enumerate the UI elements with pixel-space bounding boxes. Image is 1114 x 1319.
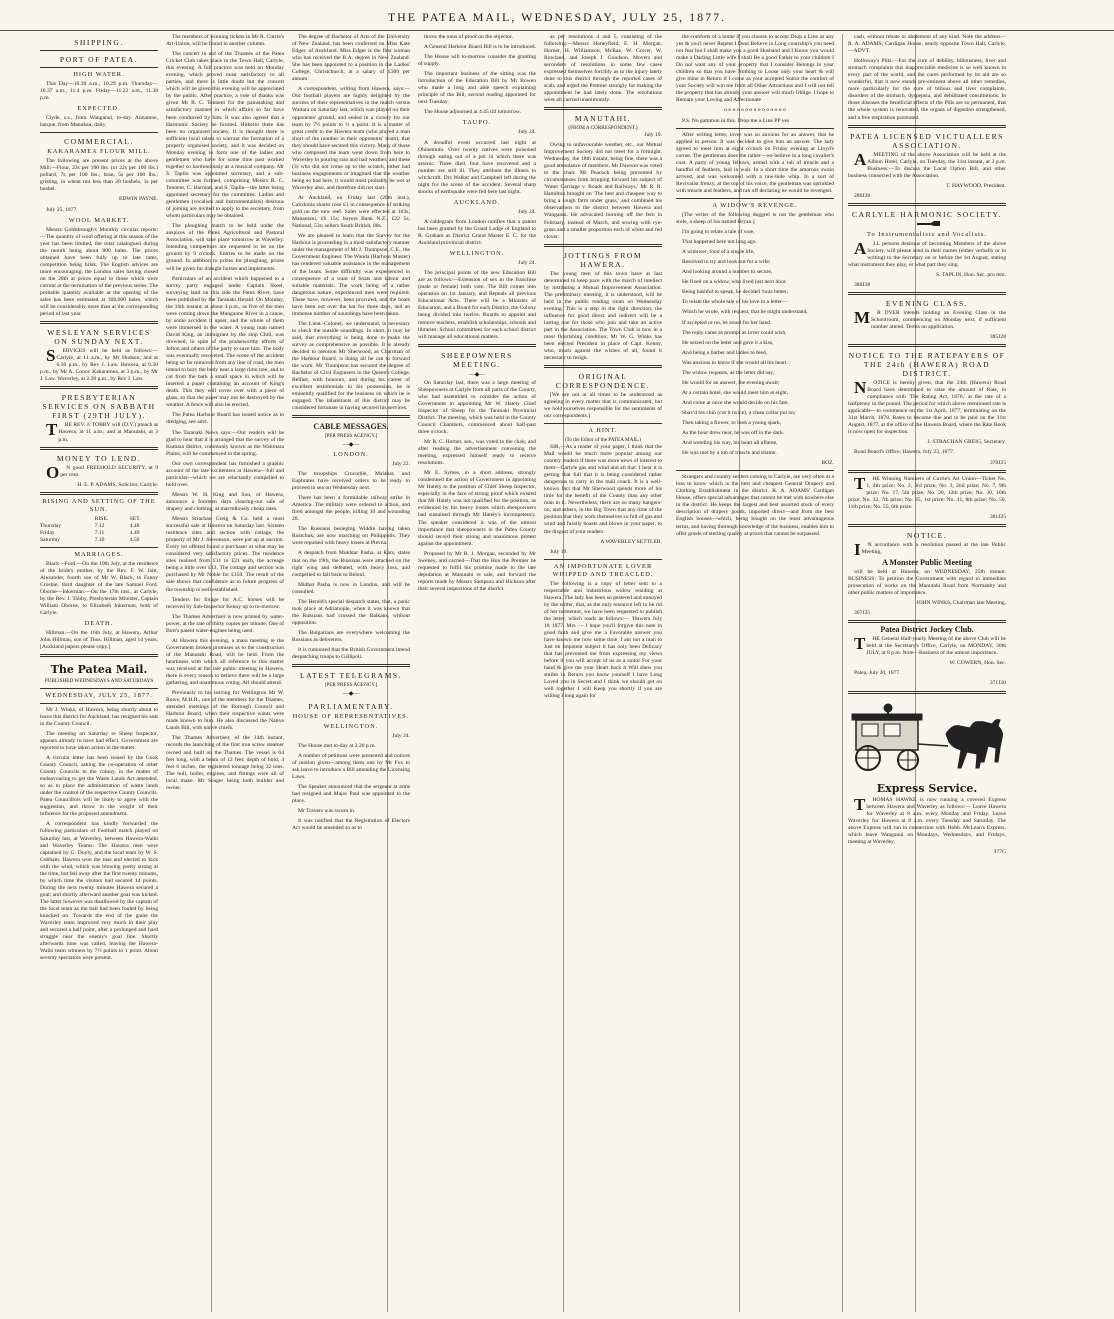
news-paragraph: At Auckland, on Friday last (20th inst.), Calcdonia shares rose £1 in consequence of striking gold on the new reef. Sales were effected at 103s; Manantani, £6 15s; buyers Bank N.Z., £22 5s; National, 53s; sellers South British, 80s. [292, 195, 410, 230]
revenge-verse: And wending his way, his heart all aflame, [682, 440, 778, 447]
divider [848, 620, 1006, 623]
notice-ref: 367J25 [854, 610, 871, 617]
adams-advert-ending: cash, without rebate or abatement of any kind. Note the address—R. A. ADAMS; Cardigan House, nearly opposite Town Hall, Carlyle.—ADVT. [848, 34, 1006, 55]
evening-class-heading: EVENING CLASS. [885, 298, 969, 308]
ratepayers-heading: NOTICE TO THE RATEPAYERS OF THE 24th (HAWERA) ROAD DISTRICT. [848, 351, 1006, 379]
revenge-verse: Being bashful to speak, he decided 'twas better, [682, 289, 788, 296]
manutahi-report: Owing to unfavourable weather, etc., our Mutual Improvement Society did not meet for a fortnight. Wednesday, the 18th instant, being fine, there was a good attendance of members. Mr Dawson was voted to the chair. Mr Peacock being prevented by circumstances from bringing forward his subject of 'Water Carriage v. Roads and Railways,' Mr R. R. Hamilton brought on 'The best and cheapest way to bring a rough farm under grass,' and combined his observations to the district between Hawera and Wanganui. He advocated burning off the fern in February, instead of March, and sowing with rye-grass and a smaller proportion each of white and red clover. [544, 142, 662, 240]
flour-mill-date: July 25, 1877. [46, 206, 78, 213]
port-heading: PORT OF PATEA. [59, 55, 139, 64]
news-paragraph: At Hawera this evening, a mass meeting re the Government broken promises as to the construction of the Manutahi Road, will be held. From the heartiness with which all reference to this matter was received at the late public meeting in Hawera, there is every reason to believe there will be a large gathering, and unanimous voting. All should attend. [166, 637, 284, 687]
column-2 [166, 34, 284, 1312]
evening-class-ref: 385J28 [989, 334, 1006, 341]
cable-paragraph: The Russians besieging Widdin having taken Rustchuk, are now marching on Philippolis. They were repulsed with heavy losses at Plevna. [292, 526, 410, 547]
revenge-verse: Then taking a flower, to look a young spark, [682, 419, 782, 426]
divider [848, 125, 1006, 128]
auckland-heading: AUCKLAND. [453, 198, 501, 206]
column-1 [40, 34, 158, 1312]
jockey-club-notice: THE General Half-yearly Meeting of the above Club will be held at the Secretary's Office, Carlyle, on MONDAY, 30th JULY, at 8 p.m. Note—Business of the utmost importance. [854, 634, 1006, 657]
divider [848, 470, 1006, 473]
revenge-verse: If accepted or no, he stood for her hand. [682, 319, 772, 326]
divider [848, 203, 1006, 206]
house-paragraph: The House met to-day at 2.30 p.m. [298, 742, 376, 749]
editorial-paragraph: The meeting on Saturday re Sheep Inspector, appears already to have had effect. Government are reported to have taken action in the matter. [40, 730, 158, 751]
revenge-verse: He fixed on a widow, who lived just next door. [682, 279, 787, 286]
house-paragraph: The Speaker announced that the sergeant at arms had resigned and Major Paul was appointed to the place. [292, 783, 410, 804]
news-paragraph: Our own correspondent has furnished a graphic account of the late excitement at Hawera—full and particular—which we are reluctantly compelled to hold over. [166, 460, 284, 488]
divider [544, 423, 662, 424]
victuallers-signature: T. HAYWOOD, President. [946, 182, 1006, 189]
revenge-verse: He seized on the letter and gave it a kiss, [682, 339, 774, 346]
sun-col-header [40, 516, 95, 523]
published-line: PUBLISHED WEDNESDAYS AND SATURDAYS [44, 678, 154, 685]
wesleyan-services: SERVICES will be held as follows:—Carlyle, at 11 a.m., by Mr Hudson; and at 6.30 p.m., by Rev J. Law. Hawera, at 6.30 p.m., by Mr A. Conor. Kakaramea, at 3 p.m., by Mr J. Law. Waverley, at 2.30 p.m., by Rev J. Law. [40, 346, 158, 383]
editorial-paragraph: A circular letter has been issued by the Cook County Council, asking the co-operation of other County Councils in the colony, in the matter of endeavouring to get the Waste Lands Act amended, so as to place the administration of waste lands under the control of the respective County Councils. Patea Councillors will be likely to agree with the suggestion, and throw in the weight of their influence for the proposed amendment. [40, 754, 158, 818]
death-heading: DEATH. [84, 620, 114, 628]
sun-table-row [40, 537, 158, 544]
express-service-heading: Express Service. [876, 781, 978, 795]
news-paragraph: Messrs Strachan Greig & Co. held a most successful sale at Hawera on Saturday last. Sixteen residence sites and section with cottage, the property of Mr J. Stevenson, were put up at auction. Every lot offered found a purchaser at what may be considered very satisfactory prices. The residence sites realised from £11 to £21 each, the acreage being a little over £13. The cottage and section was purchased by Mr Noble for £150. The result of the sale shows that confidence as to future progress of the township is well established. [166, 516, 284, 593]
news-paragraph: Tenders for forage for A.C. horses will be received by Sub-Inspector Kenny up to to-morrow. [166, 596, 284, 610]
house-paragraph: The House adjourned at 4.45 till tomorrow. [424, 109, 521, 116]
sun-col-header: RISE. [94, 515, 109, 522]
column-6 [676, 34, 834, 1312]
cable-messages-heading: CABLE MESSAGES. [313, 422, 389, 432]
news-paragraph: Particulars of an accident which happened to a survey party engaged under Captain Skeet, surveying land on this side the Patea River, have been published by the Taranaki Herald. On Monday, the 16th instant, at about 4 p.m., as five of the men were coming down the Mangaone River in a canoe, by some accident it upset, and the whole of them were immersed in the water. A young man named David King, an immigrant by the ship Chili, was drowned, in spite of the praiseworthy efforts of Jefton and others of the party to save him. The body was eventually recovered. The scene of the accident being so far removed from any line of road, the men intend to bury the body near a large rimu tree, and to cut from the bark a small space in which will be inserted a paper containing an account of King's death. This they will cover over with a piece of glass, so that the paper may not be destroyed by the weather. A fence will also be erected. [166, 275, 284, 409]
express-service-notice: THOMAS HAWKE is now running a covered Express between Hawera and Waverley as follows:— Leave Hawera for Waverley at 8 a.m. every Monday and Friday. Leave Waverley for Hawera at 8 a.m. every Tuesday and Saturday. The above Express will run in connection with Hobb. McLean's Express, which leave Wanganui on Mondays, Wednesdays, and Fridays, meeting at Waverley. [848, 794, 1006, 845]
ornament-divider: —◆— [342, 690, 360, 697]
harmonic-subheading: To Instrumentalists and Vocalists. [867, 230, 987, 238]
death-notice: Hillman.—On the 16th July, at Hawera, Arthur John Hillman, son of Thos. Hillman, aged 14 years. [Auckland papers please copy.] [40, 630, 158, 651]
cable-paragraph: The Herald's special despatch states, that, a panic took place at Adrianople, when it was known that the Russians had crossed the Balkans, without opposition. [292, 598, 410, 626]
divider [676, 198, 834, 199]
shipping-heading: SHIPPING. [74, 38, 124, 47]
divider [292, 664, 410, 667]
divider [40, 703, 158, 704]
hint-signature: A WAVERLEY SETTLER. [600, 538, 662, 545]
notice-heading: NOTICE. [906, 530, 948, 540]
news-paragraph: The Taranaki News says:—Our readers will be glad to hear that it is arranged that the survey of the Kumara district, commonly known as the Waitotara Plains, will be commenced in the spring. [166, 429, 284, 457]
sun-rise: 7.11 [94, 529, 105, 536]
divider [676, 470, 834, 471]
jockey-club-ref: 371J30 [989, 680, 1006, 687]
sun-rise: 7.10 [94, 536, 105, 543]
masthead-title: THE PATEA MAIL, WEDNESDAY, JULY 25, 1877. [387, 10, 727, 24]
monster-meeting-title: A Monster Public Meeting [882, 557, 972, 567]
divider [40, 321, 158, 324]
sun-rise: 7.12 [94, 522, 105, 529]
notice-details: will be held at Hawera, on WEDNESDAY, 25th instant. BUSINESS: To petition the Government with regard to immediate prosecution of works on the Manutahi Road from Normanby and other public matters of importance. [848, 568, 1006, 597]
taupo-heading: TAUPO. [462, 119, 492, 127]
high-water-heading: HIGH WATER. [73, 71, 125, 78]
sun-set: 4.50 [129, 536, 140, 543]
house-paragraph: The House will to-morrow consider the granting of supply. [418, 54, 536, 68]
london-date: July 22. [392, 460, 410, 467]
letter-circles: o o o o o o o o o o o o o o o [724, 107, 786, 114]
harmonic-heading [848, 210, 1006, 229]
jockey-club-signature: W. COWERN, Hon. Sec. [949, 660, 1006, 667]
art-union-numbers: THE Winning Numbers of Currie's Art Union—Ticket No. 1, 4th prize; No. 2, 3rd prize; No. 3, 2nd prize; No. 7, 9th prize; No. 17, 5th prize; No. 20, 12th prize; No. 30, 10th prize; No. 32, 7th prize; No. 35, 1st prize; No. 41, 8th prize; No. 50, 11th prize; No. 55, 6th prize. [848, 473, 1006, 510]
ratepayers-signature: J. STRACHAN GREIG, Secretary. [927, 439, 1006, 446]
lover-heading: AN IMPORTUNATE LOVER WHIPPED AND TREACLED. [552, 562, 654, 578]
news-paragraph: The concert in aid of the Trustees of the Patea Cricket Club takes place in the Town Hall, Carlyle, this evening. A full practice was held on Monday evening, which proved most satisfactory to all parties, and there is little doubt but the concert which will be given this evening will be appreciated by the public. After practice, a vote of thanks was given Mr R. C. Tennent for the painstaking and satisfactory manner in which affairs so far have been conducted by him. It was also agreed that a Harmonic Society be formed. Hitherto there has been no organised society. It is thought there is sufficient local talent to warrant the formation of a properly organised society, and it was decided on Monday evening to form one of the ladies and gentlemen who have for some time past worked together so harmoniously as a musical company. Mr S. Taplin was appointed secretary, and a sub-committee was formed, comprising Messrs R. C. Tennent, C. Harman, and S. Taplin—the latter being appointed secretary for the committee. Ladies and gentlemen (vocalists and instrumentalists) desirous of joining are invited to apply to the secretary, from whom particulars may be obtained. [166, 51, 284, 220]
holloway-advert: Holloway's Pills.—For the cure of debility, biliousness, liver and stomach complaints this inappreciable medicine is so well known in every part of the world, and the cures performed by its aid are so wonderful, that it now stands pre-eminent above all other remedies, more particularly for the cure of bilious and liver complaints, disorders of the stomach, dyspepsia, and debilitated constitutions. In those diseases the beneficial effects of the Pills are so permanent, that the whole system is renovated, the organs of digestion strengthened, and a free respiration promoted. [848, 58, 1006, 121]
express-service-ref: 377G [993, 848, 1006, 855]
divider [848, 292, 1006, 295]
column-7 [848, 34, 1006, 1312]
house-paragraph: Mr Travers was sworn in. [298, 808, 356, 815]
presbyterian-services: THE REV. J. TOBBY will (D.V.) preach at Hawera, at 11 a.m.; and at Manutahi, at 3 p.m. [46, 420, 158, 443]
divider [40, 654, 158, 657]
sun-table [40, 516, 158, 544]
harmonic-notice: ALL persons desirous of becoming Members of the above Society, will please send in their names (either verbally or in writing) to the Secretary on or before the 1st August, stating what instrument they play, or what part they sing. [848, 238, 1006, 268]
news-paragraph: The Lieut.-Colonel, we understand, is necessary to check the outside soundings. In short, it may be said, that everything is being done to make the survey as comprehensive as possible. It is already decided to mention Mr Sherwood, as Chairman of the Harbour Board, is doing all he can to forward the work. Mr Thompson has secured the degree of Bachelor of Civil Engineers in the Queen's College, Belfast, with honours, and during his career of excellent testimonials in his possession, he is eminently qualified for the business on which he is engaged. The inhabitants of this district may be considered fortunate in having secured his services. [292, 320, 410, 412]
sun-table-row [40, 523, 158, 530]
high-water-times: This Day—10.30 a.m., 10.29 p.m. Thursday—10.37 a.m., 11.4 p.m. Friday—11.22 a.m., 11.38 p.m. [40, 81, 158, 102]
lover-letter-continued: the comforts of a home if you choose to accept Drop a Line as any yes & you'l never Repent I Dont Believe in Long courtship's you need not fear but I shall make you a good Husband and I Know you would make a Darling Little wife I shall Be a good Father to your children I Do not want any of your property that I consider Belongs to your children so that you have Nothing to Loose only your heart & will give mine in Return if I come as your accepted Suitor the comfort of your Society will win me from all Other Attractions and I will not tell the property that has already your answer will much Oblige. I hope to Remain your Loving and Affectionate [676, 34, 834, 104]
house-paragraph: A number of petitions were presented and notices of motion given—among them one by Mr Fox to ask leave to introduce a Bill amending the Licensing Laws. [292, 752, 410, 780]
revenge-verse: That happened here not long ago. [682, 239, 757, 246]
paper-title: The Patea Mail. [50, 663, 148, 677]
revenge-verse: Which he wrote, with request, that he might understand, [682, 309, 808, 316]
taupo-date: July 24. [518, 129, 536, 136]
harmonic-signature: S. TAPLIN, Hon. Sec. pro tem. [936, 271, 1006, 278]
jockey-club-date: Patea, July 20, 1877. [854, 670, 901, 677]
news-paragraph: The ploughing match to be held under the auspices of the Patea Agricultural and Pastoral Association, will take place tomorrow at Waverley. Intending competitors are requested to be on the ground by 9 o'clock. Entries to be made on the ground. In addition to prizes for ploughing, prizes will be given for draught horses and implements. [166, 223, 284, 272]
cable-paragraph: A despatch from Mukhtar Pasha, at Kars, states that on the 19th, the Russians were attacked on the right wing and defeated, with heavy loss, and compelled to fall back to Beloul. [292, 550, 410, 578]
wellington-date: July 24. [518, 260, 536, 267]
pointing-hand-icon [916, 220, 942, 229]
cable-paragraph: There has been a formidable railway strike in America. The military were ordered to action, and fired amongst the people, killing 10 and wounding 20. [292, 495, 410, 523]
column-5 [544, 34, 662, 1312]
money-to-lend-text: ON good FREEHOLD SECURITY, at 9 per cent. [46, 462, 158, 482]
news-paragraph: We are pleased to learn that the Survey for the Harbour is proceeding in a most satisfactory manner under the management of Mr J. Thompson, C.E., the Government Engineer. The Wanda (Harbour Master) has rendered valuable assistance in the management of the boats. Some difficulty was experienced in consequence of a want of boats and labour and suitable materials. The work being of a rather dangerous nature, experienced men were required. These have, however, been procured, and the boats have been out over the bar for three days, and an immense number of soundings have been taken. [292, 233, 410, 317]
revenge-verse: At a certain hotel, she would meet him at eight, [682, 389, 789, 396]
house-paragraph: It was notified that the Registration of Electors Act would be amended so as to [292, 818, 410, 832]
house-heading: HOUSE OF REPRESENTATIVES. [292, 712, 410, 720]
column-4 [418, 34, 536, 1312]
manutahi-heading: MANUTAHI. [574, 114, 632, 124]
sheepowners-heading: SHEEPOWNERS MEETING. [441, 350, 513, 369]
wool-market-report: Messrs Goldsbrough's Monthly circular reports:—The quantity of wool offering at this season of the year has been limited, the total catalogued during the month being about 800 bales. The prices obtained have been fully up to late rates, competition being brisk. The English advices are more encouraging; the London sales having closed on the 28th at prices equal to those which were current at the termination of the previous series. The probable quantity available at the opening of the sales has been estimated at 300,000 bales, which will be considerably more than at the corresponding period of last year. [40, 226, 158, 318]
lover-letter: The following is a copy of letter sent to a respectable and industrious widow residing at Hawera. The lady has been so pestered and annoyed by the writer, that, as the only resource left to be rid of her tormentor, we have been requested to publish the letter, which reads as follows:— 'Hawera July 18 1877. Mrs — I hope you'll forgive this note in good faith and give me a Favorable answer you have known me now some time. I am not a man to Just on Impotent subject it has only been Delicacy that has prevented me from expressing my views before if you will accept of us as a suitor For your hand & give me your Heart back it Will shew you smiles in Return you know yourself I have Long Loved you in Secret and I think we should get on well together I will Keep you shortly if you are willing I long again for [544, 580, 662, 700]
jockey-club-heading: Patea District Jockey Club. [880, 625, 974, 635]
divider [848, 524, 1006, 527]
ratepayers-ref: 378J25 [989, 459, 1006, 466]
hint-date: July 19. [550, 548, 568, 555]
marriages-heading: MARRIAGES. [74, 550, 124, 558]
latest-telegrams-source: [PER PRESS AGENCY.] [324, 682, 378, 689]
revenge-verse: And looking around a number to secure, [682, 269, 773, 276]
presbyterian-heading: PRESBYTERIAN SERVICES ON SABBATH FIRST (29TH JULY). [42, 393, 156, 421]
ratepayers-notice: NOTICE is hereby given, that the 24th (Hawera) Road Board have determined to raise the amount of Rate, in compliance with 'The Rating Act, 1876,' at the rate of a halfpenny in the pound. The period for which above mentioned rate is applicable—to commence on the 1st April, 1877, terminating on the 31st March, 1878. Rates to become due and to be paid on the 31st August, 1877, at the office of the Hawera Board, where the Rate Book is now open for inspection. [848, 378, 1006, 436]
flour-mill-signature: EDWIN PAYNE. [118, 196, 158, 203]
column-rule [842, 34, 843, 1312]
sun-table-row [40, 530, 158, 537]
cable-paragraph: The troopships Crocodile, Malabar, and Euphrates have received orders to be ready to proceed to sea on Wednesday next. [292, 470, 410, 492]
cable-paragraph: The Bulgarians are everywhere welcoming the Russians as deliverers. [292, 629, 410, 643]
widow-prose: After writing letter, lover was so anxious for an answer, that he applied in person. It was decided to give him an answer. The lady agreed to meet him at eight o'clock on Friday evening at Lloyd's corner. The gentleman does the rather—we believe in a long cavalier's coat. A party of young fellows, armed with a tub of treacle and a handful of feathers, laid in wait. In a short time the amorous swain arrived, and was welcomed with a raw-hide whip. In a sort of Revivalist frenzy, at the top of his voice, the gentleman was sprinkled with treacle and feathers, and ran off declaring he would be revenged. [676, 131, 834, 194]
flour-mill-prices: The following are present prices at the above Mill:—Flour, 23s per 100 lbs. (or 22s per 100 lbs.) pollard, 7s per 100 lbs.; bran, 5s per 100 lbs.; gristing, in wheat not less than 20 bushels, 1s per bushel. [40, 158, 158, 193]
marriages-notice: Black—Ford.—On the 19th July, at the residence of the bride's mother, by the Rev. F. W. Isitt, Alexander, fourth son of Mr W. Black, to Fanny Crosbie, third daughter of the late Samuel Ford. Oborne—Inkerman.—On the 17th inst., at Carlyle, by the Rev. J. Tobby, Presbyterian Minister, Captain William Oborne, to Elizabeth Inkerman, both of Carlyle. [40, 560, 158, 617]
sheepowners-paragraph: On Saturday last, there was a large meeting of Sheepowners at Carlyle from all parts of the County, who had assembled to consider the action of Government in appointing Mr W. Hately Chief Inspector of Sheep for the Taranaki Provincial District. The meeting, which was held in the County Council Chambers, commenced about half-past three o'clock. [418, 379, 536, 435]
sun-day: Saturday [40, 536, 60, 543]
column-3 [292, 34, 410, 1312]
revenge-verse: The widow requests, as the letter did say, [682, 369, 775, 376]
wellington-heading: WELLINGTON. [323, 722, 379, 730]
divider [544, 559, 662, 560]
letter-postscript: P.S. No gammon in this. Drop me a Line PP yes [682, 117, 790, 124]
divider [40, 50, 158, 51]
news-paragraph: Messrs W. H. King and Son, of Hawera, announce a fourteen days clearing-out sale of drapery and clothing, at marvellously cheap rates. [166, 491, 284, 512]
news-paragraph: The Thames Advertiser is now printed by water-power, at the rate of thirty copies per minute. One of Burt's patent water-engines being used. [166, 613, 284, 634]
revenge-heading: A WIDOW'S REVENGE. [712, 201, 798, 209]
divider [848, 344, 1006, 347]
house-paragraph: A General Harbour Board Bill is to be introduced. [424, 44, 536, 51]
revenge-verse: And being a barber and ladies to feed, [682, 349, 768, 356]
harmonic-ref: 380J28 [854, 281, 871, 288]
sheepowners-paragraph: Mr E. Symes, in a short address, strongly condemned the action of Government in appointing Mr Hately to the position of Chief Sheep Inspector, especially in the face of strong proof which existed that Mr Hately was not qualified for the position, as evidenced by his heavy losses which sheepowners had sustained through Mr Hately's incompetency. The speaker considered it was of the utmost importance that sheepowners in the Patea County should record their strong and unanimous protest against the appointment. [418, 470, 536, 547]
house-paragraph: throw the onus of proof on the objector. [424, 34, 513, 40]
manutahi-source: (FROM A CORRESPONDENT.) [568, 125, 638, 132]
divider [292, 415, 410, 418]
divider [40, 447, 158, 450]
ornament-divider: —◆— [468, 371, 486, 378]
news-paragraph: The Patea Harbour Board has issued notice as to dredging, see advt. [166, 412, 284, 426]
sun-set: 4.49 [129, 529, 140, 536]
parliamentary-heading: PARLIAMENTARY. [308, 701, 394, 711]
ratepayers-location: Road Board's Office, Hawera, July 23, 1877. [854, 449, 955, 456]
divider [40, 688, 158, 689]
revenge-verse: Resolved to try and look out for a wife; [682, 259, 771, 266]
wool-market-heading: WOOL MARKET. [68, 216, 130, 224]
revenge-verse: I'm going to relate a tale of woe, [682, 229, 755, 236]
wesleyan-heading: WESLEYAN SERVICES ON SUNDAY NEXT. [47, 328, 151, 347]
hint-letter: SIR,—As a reader of your paper, I think that the Mail would be much more popular among our country readers if there was more news of interest to them—Carlyle gas and wind and all that. I hear it is getting that full that it is being considered rather dangerous to carry in the mail coach. It is a well-known fact that Mr Sherwood spends more of his time for the benefit of the County than any other man in it. Nevertheless, there are so many hangers-on, and others, in the Big Town that any time of the position that they work themselves so full of gas and wind and fussily boasts and blows in your paper, to the disgust of your readers. [544, 443, 662, 535]
jottings-heading: JOTTINGS FROM HAWERA. [563, 250, 643, 269]
divider [544, 107, 662, 110]
latest-telegrams-heading: LATEST TELEGRAMS. [299, 671, 402, 681]
ornament-divider: —◆— [342, 441, 360, 448]
london-heading: LONDON. [333, 450, 369, 458]
sun-day: Friday [40, 529, 55, 536]
hint-addressee: (To the Editor of the PATEA MAIL.) [564, 437, 642, 444]
revenge-signature: BOZ. [821, 460, 834, 467]
divider [848, 691, 1006, 694]
harmonic-title: CARLYLE HARMONIC SOCIETY. [852, 209, 1002, 219]
cable-paragraph: It is rumoured that the British Government intend despatching troops to Gallipoli. [292, 647, 410, 661]
divider [40, 132, 158, 133]
house-date: July 24. [392, 732, 410, 739]
revenge-verse: Was anxious to know if she would all his heart. [682, 359, 788, 366]
cable-messages-source: [PER PRESS AGENCY.] [324, 433, 378, 440]
sheepowners-continued: as per resolutions 4 and 5, consisting of the following:—Messrs Honeyfield, E. H. Morgan, Horner, H. Williamson, McRae, W. Gower, W. Rowland, and Joseph J. Goodson. Movers and seconders of resolutions in some few cases expressed themselves forcibly as to the injury lately done to this district through the reported cases of scab, and urged the Premier strongly for making the appointment he had lately done. The resolutions were all carried unanimously. [544, 34, 662, 104]
divider [40, 386, 158, 389]
news-paragraph: Previously to his leaving for Wellington Mr W. Rowe, M.H.R., one of the members for the Thames, attended meetings of the Borough Council and Harbour Board, when their respective wants were made known to him. He also discussed the Native Lands Bill, with native chiefs. [166, 690, 284, 732]
cable-paragraph: Midhat Pasha is now in London, and will be consulted. [292, 581, 410, 595]
evening-class-notice: MR DYER intends holding an Evening Class in the Schoolroom, commencing on Monday next, if sufficient number attend. Terms on application. [854, 307, 1006, 330]
divider [676, 128, 834, 129]
wellington-report: The principal points of the new Education Bill are as follows:—Extension of sex in the franchise (male or female) both vote. The Bill comes into operation on 1st January, and Repeals all previous Educational Acts. There will be a Minister of Education, and a Board for each District, the Colony being divided into twelve. Boards to appoint and remove teachers, establish scholarships, schools and libraries. School committees for each school district will manage all educational matters. [418, 270, 536, 340]
sun-table-heading: RISING AND SETTING OF THE SUN. [42, 497, 156, 513]
divider [544, 244, 662, 247]
masthead [0, 6, 1114, 31]
correspondence-heading: ORIGINAL CORRESPONDENCE. [555, 372, 651, 391]
victuallers-notice: AMEETING of the above Association will be held at the Albion Hotel, Carlyle, on Tuesday, the 31st instant, at 3 p.m. Business:—To discuss the Local Option Bill, and other business connected with the Association. [848, 149, 1006, 179]
news-paragraph: A correspondent, writing from Hawera, says:—Our football players are highly delighted by the success of their representatives in the match versus Waitara on Saturday last, which was played on their opponents' ground, and ended in a victory for our team by 7½ points to ½ a point. It is a matter of great credit to the Hawera team (who played a man short of the number in their opponents' team), that they should have secured this victory. Many of those who composed the team went down from here to Waverley in pouring rain and had weather, and these (3) who did not come up to the scratch, either had business engagements or imagined that the weather being so bad here, it would most probably be wet at Waverley also, and therefore did not start. [292, 86, 410, 191]
commercial-heading: COMMERCIAL. [64, 137, 134, 147]
revenge-verse: He was met by a tub of treacle and shame. [682, 450, 777, 457]
sun-col-header: SET. [129, 515, 141, 522]
notice-text: IN accordance with a resolution passed at the late Public Meeting, [854, 539, 1006, 559]
sun-set: 4.48 [129, 522, 140, 529]
auckland-report: A cablegram from London notifies that a patent has been granted by the Grand Lodge of England to R. Graham as District Grand Master E. C. for the Auckland provincial district. [418, 218, 536, 247]
notice-signature: JOHN WINKS, Chairman late Meeting. [916, 600, 1006, 607]
news-paragraph: The degree of Bachelor of Arts of the University of New Zealand, has been conferred on Miss Kate Edger, of Auckland. Miss Edger is the first woman who has received the B.A. degree in New Zealand. She has been appointed to a position in the Ladies' College, Christchurch, at a salary of £300 per annum. [292, 34, 410, 83]
revenge-preface: [The writer of the following doggrel is not the gentleman who stole, a sheep of his named Bryan.] [676, 211, 834, 226]
sheepowners-paragraph: Mr R. C. Horner, sen., was voted to the chair, and after reading the advertisement convening the meeting, expressed himself ready to receive resolutions. [418, 439, 536, 467]
jottings-report: The young men of this town have at last determined to keep pace with the march of intellect by instituting a Mutual Improvement Association. The preliminary meeting, it is understood, will be held in the public reading room on Wednesday evening. This is a step in the right direction; the influence for good direct and indirect will be a lasting one for those who join and take an active part in the Association. The Town Club is now in a most flourishing condition; Mr W. G. Winks has been elected President in place of Capt. Kenny, who, much against the wishes of all, found it necessary to resign. [544, 270, 662, 362]
news-paragraph: The members of winning tickets in Mr R. Currie's Art-Union, will be found in another column. [166, 34, 284, 48]
revenge-verse: A widower, fond of a single life, [682, 249, 755, 256]
divider [418, 344, 536, 347]
editorial-paragraph: Mr J. Winks, of Hawera, being shortly about to leave this district for Auckland, has resigned his seat in the County Council. [40, 706, 158, 727]
flour-mill-heading: KAKARAMEA FLOUR MILL. [47, 148, 151, 156]
revenge-verse: Shav'd his chin (cut it twice), a clean collar put on; [682, 409, 796, 416]
news-paragraph: The Thames Advertiser, of the 14th instant, records the launching of the first iron screw steamer owned and built on the Thames. The vessel is 64 feet long, with a beam of 12 feet; depth of hold, 4 feet 6 inches, the registered tonnage being 32 tons. The hull, boiler, engines, and fittings were all of local make. Mr Seager being both builder and owner. [166, 735, 284, 791]
sheepowners-paragraph: Proposed by Mr R. J. Morgan, seconded by Mr Sweney, and carried—That the Hon the Premier be requested to fulfil his promise made to the late deputation at Manutahi re sale, and forward the reports made by Messrs Sampson and Hickson after their several inspections of the district. [418, 550, 536, 592]
divider [544, 365, 662, 368]
issue-date: WEDNESDAY, JULY 25, 1877. [45, 691, 153, 699]
art-union-ref: 381J25 [989, 513, 1006, 520]
money-to-lend-signature: H. E. P. ADAMS, Solicitor, Carlyle. [77, 481, 158, 488]
money-to-lend-heading: MONEY TO LEND. [56, 453, 142, 463]
wellington-heading: WELLINGTON. [449, 250, 505, 258]
sun-day: Thursday [40, 522, 62, 529]
sun-table-header [40, 516, 158, 523]
victuallers-ref: 286J28 [854, 192, 871, 199]
victuallers-heading: PATEA LICENSED VICTUALLERS ASSOCIATION. [850, 131, 1004, 150]
revenge-verse: As the hour drew near, he was off in the dark. [682, 430, 785, 437]
auckland-date: July 24. [518, 208, 536, 215]
taupo-report: A dreadful event occurred last night at Ohinemutu. Over twenty natives were poisoned through eating out of a pot in which there was arsenic. Three died, four have recovered and a number are still ill. They attribute the illness to witchcraft. Drs Walker and Campbell left during the night for the scene of the accident. Several sharp shocks of earthquake were felt here last night. [418, 139, 536, 195]
expected-vessels: Clyde, s.s., from Wanganui, to-day. Annamoe, barque, from Manukau, daily. [40, 115, 158, 129]
express-coach-illustration [848, 700, 1006, 776]
revenge-verse: To relate the whole tale of his love in a letter— [682, 299, 788, 306]
strangers-advert: Strangers and country settlers coming to Carlyle, are very often at a loss to know which is the best and cheapest General Drapery and Clothing Establishment in the district. R. A. ADAMS' Cardigan House, offers special advantages that cannot be met with nowhere else in the district. He keeps the largest and best assorted stock of every description of drapery goods, imported direct—and from the best English houses—which, being bought on the most advantageous terms, and having thorough knowledge of the business, enables him to offer goods of sterling quality at prices that cannot be surpassed. [676, 474, 834, 537]
divider [40, 67, 158, 68]
manutahi-date: July 19. [644, 131, 662, 138]
revenge-verse: And come at once she would decide on his fate. [682, 399, 789, 406]
revenge-verse: He would for an answer, the evening await; [682, 379, 780, 386]
expected-heading: EXPECTED. [77, 105, 121, 113]
divider [40, 492, 158, 495]
hint-heading: A HINT. [588, 427, 618, 435]
divider [40, 547, 158, 548]
revenge-verse: The reply came as prompt as lover could wish, [682, 329, 787, 336]
correspondence-disclaimer: [We are not at all times to be understood as agreeing in every matter that is communicated, but we hold ourselves responsible for the sentiments of our correspondents.] [544, 392, 662, 420]
house-paragraph: The important business of the sitting was the introduction of the Education Bill by Mr Bowen who made a long and able speech explaining principle of the Bill, second reading appointed for next Tuesday. [418, 71, 536, 106]
editorial-paragraph: A correspondent has kindly forwarded the following particulars of Football match played on Saturday last, at Waverley, between Hawera-Waihi and Waverley Teams. The Hawera men were captained by G. Doyly, and the local team by W. S. Cobham. Hawera won the toss and elected to kick with the wind, which was blowing pretty strong at the time, but fell away after the first twenty minutes, by which time the visitors had secured 14 points. During the next twenty minutes Hawera secured a goal; and shortly afterward another goal was kicked. The latter however was disallowed by the captain of the local team as the ball had been fouled by being knocked on. Towards the end of the game the Waverley team improved very much in their play and secured a half point, after a prolonged and hard struggle near the enemy's goal line. Shortly afterwards time was called, leaving the Hawera-Waihi team winners by 7½ points to 1 point. About seventy spectators were present. [40, 821, 158, 962]
